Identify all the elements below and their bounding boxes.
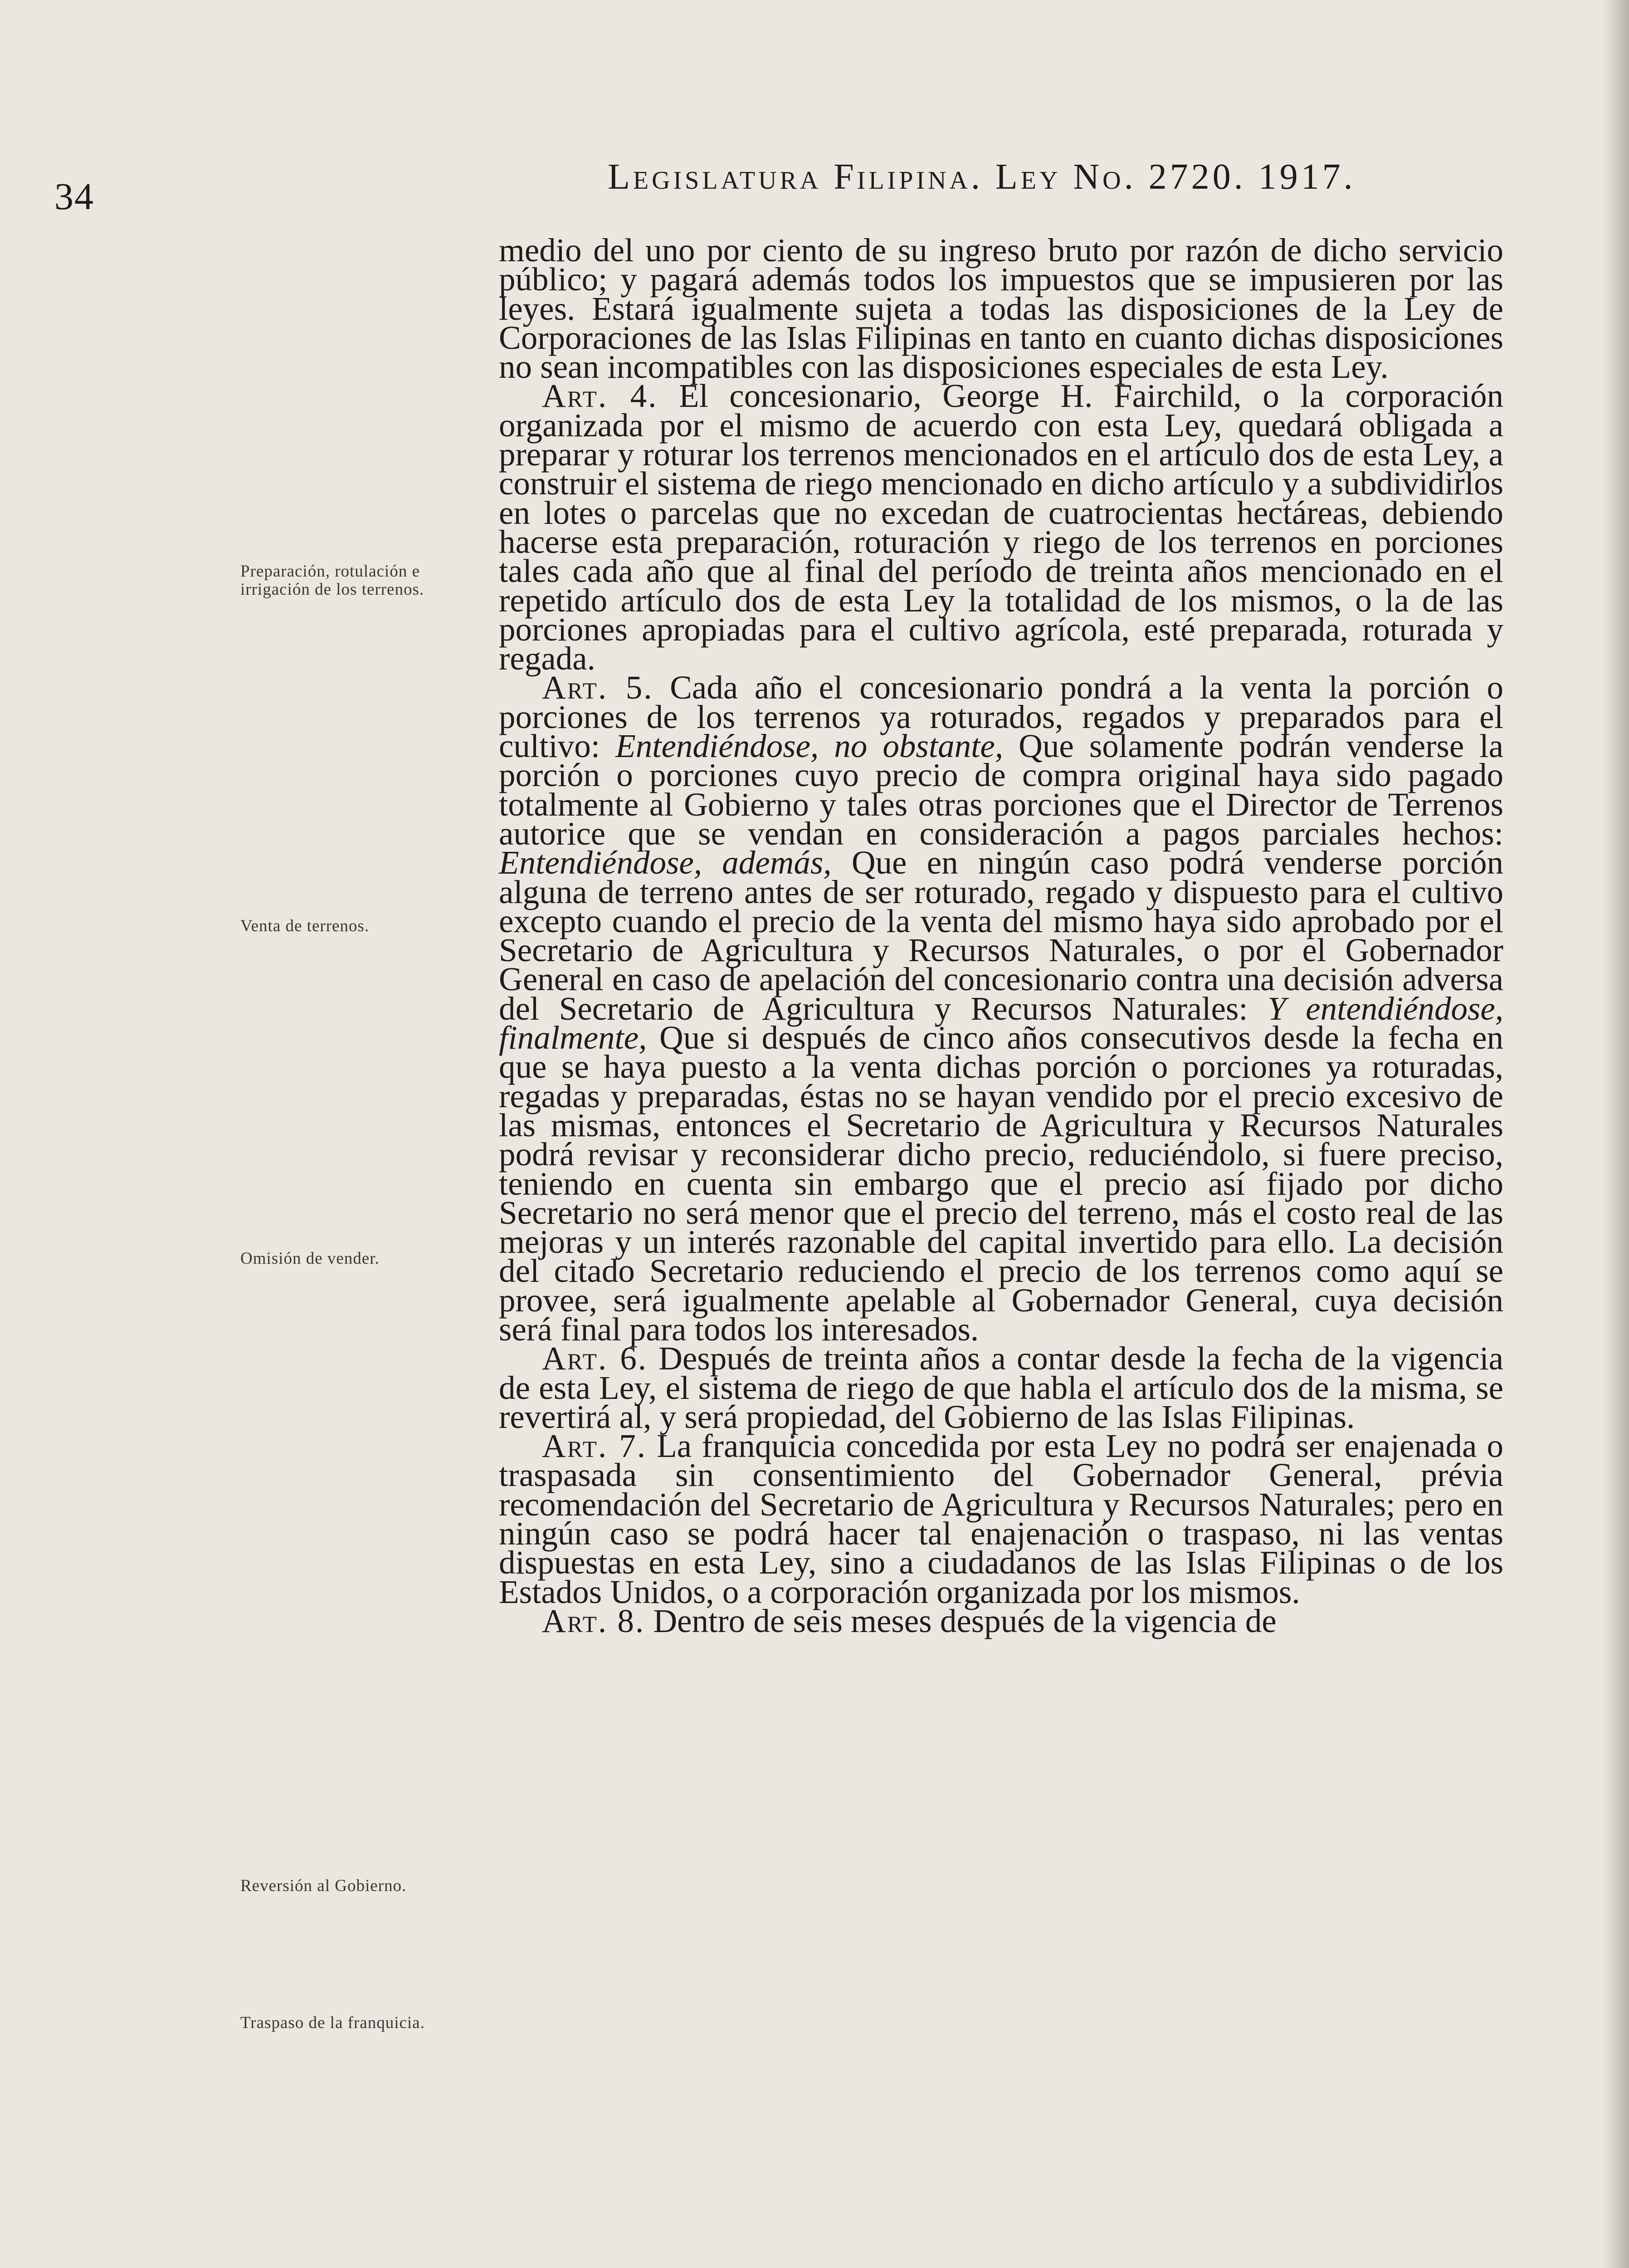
- running-head: Legislatura Filipina. Ley No. 2720. 1917.: [608, 157, 1356, 197]
- article-5-proviso-1: Entendiéndose, no obstante,: [615, 728, 1004, 765]
- article-6-text: Después de treinta años a contar desde la fecha de la vigencia de esta Ley, el sistema de riego de que habla el artículo dos de la misma, se revertirá al, y será propiedad, del Gobierno de las Islas Filipinas.: [499, 1340, 1504, 1435]
- article-5-proviso-3: Y entendiéndose, finalmente,: [499, 990, 1504, 1056]
- article-8-text: Dentro de seis meses después de la vigencia de: [653, 1602, 1277, 1639]
- margin-note-venta: Venta de terrenos.: [240, 917, 370, 935]
- article-5-label: Art. 5.: [542, 669, 654, 706]
- page-number: 34: [54, 176, 94, 218]
- article-4-label: Art. 4.: [542, 377, 658, 415]
- article-7: [499, 1427, 1503, 1610]
- body-text: [499, 232, 1504, 1639]
- article-7-label: Art. 7.: [542, 1427, 647, 1465]
- article-4-text: El concesionario, George H. Fairchild, o la corporación organizada por el mismo de acuerdo con esta Ley, quedará obligada a preparar y roturar los terrenos mencionados en el artículo dos de esta Ley, a construir el sistema de riego mencionado en dicho artículo y a subdividirlos en lotes o parcelas que no excedan de cuatrocientas hectáreas, debiendo hacerse esta preparación, roturación y riego de los terrenos en porciones tales cada año que al final del período de treinta años mencionado en el repetido artículo dos de esta Ley la totalidad de los mismos, o la de las porciones apropiadas para el cultivo agrícola, esté preparada, roturada y regada.: [499, 377, 1503, 677]
- paragraph-continuation: medio del uno por ciento de su ingreso bruto por razón de dicho servicio público; y pagará además todos los impuestos que se impusieren por las leyes. Estará igualmente sujeta a todas las disposiciones de la Ley de Corporaciones de las Islas Filipinas en tanto en cuanto dichas disposiciones no sean incompatibles con las disposiciones especiales de esta Ley.: [499, 232, 1503, 386]
- article-5-text-2: Que solamente podrán venderse la porción o porciones cuyo precio de compra original haya sido pagado totalmente al Gobierno y tales otras porciones que el Director de Terrenos autorice que se vendan en consideración a pagos parciales hechos:: [499, 728, 1504, 852]
- article-6-label: Art. 6.: [542, 1340, 648, 1377]
- article-5-text-4: Que si después de cinco años consecutivos desde la fecha en que se haya puesto a la venta dichas porción o porciones ya roturadas, regadas y preparadas, éstas no se hayan vendido por el precio excesivo de las mismas, entonces el Secretario de Agricultura y Recursos Naturales podrá revisar y reconsiderar dicho precio, reduciéndolo, si fuere preciso, teniendo en cuenta sin embargo que el precio así fijado por dicho Secretario no será menor que el precio del terreno, más el costo real de las mejoras y un interés razonable del capital invertido para ello. La decisión del citado Secretario reduciendo el precio de los terrenos como aquí se provee, será igualmente apelable al Gobernador General, cuya decisión será final para todos los interesados.: [499, 1019, 1503, 1348]
- margin-note-omision: Omisión de vender.: [240, 1249, 380, 1268]
- page-edge-shadow: [1602, 0, 1629, 2268]
- article-8-label: Art. 8.: [542, 1602, 645, 1639]
- article-4: [499, 377, 1503, 677]
- article-7-text: La franquicia concedida por esta Ley no podrá ser enajenada o traspasada sin consentimiento del Gobernador General, prévia recomendación del Secretario de Agricultura y Recursos Naturales; pero en ningún caso se podrá hacer tal enajenación o traspaso, ni las ventas dispuestas en esta Ley, sino a ciudadanos de las Islas Filipinas o de los Estados Unidos, o a corporación organizada por los mismos.: [499, 1427, 1503, 1610]
- article-6: [499, 1340, 1504, 1435]
- article-5: [499, 669, 1504, 1348]
- article-5-text-1: Cada año el concesionario pondrá a la venta la porción o porciones de los terrenos ya roturados, regados y preparados para el cultivo:: [499, 669, 1504, 765]
- article-8: [499, 1602, 1503, 1639]
- margin-note-reversion: Reversión al Gobierno.: [240, 1877, 407, 1895]
- article-5-text-3: Que en ningún caso podrá venderse porción alguna de terreno antes de ser roturado, regado y dispuesto para el cultivo excepto cuando el precio de la venta del mismo haya sido aprobado por el Secretario de Agricultura y Recursos Naturales, o por el Gobernador General en caso de apelación del concesionario contra una decisión adversa del Secretario de Agricultura y Recursos Naturales:: [499, 844, 1504, 1027]
- article-5-proviso-2: Entendiéndose, además,: [499, 844, 832, 881]
- margin-note-preparacion: Preparación, rotulación e irrigación de los terrenos.: [240, 562, 424, 599]
- margin-note-traspaso: Traspaso de la franquicia.: [240, 2014, 425, 2032]
